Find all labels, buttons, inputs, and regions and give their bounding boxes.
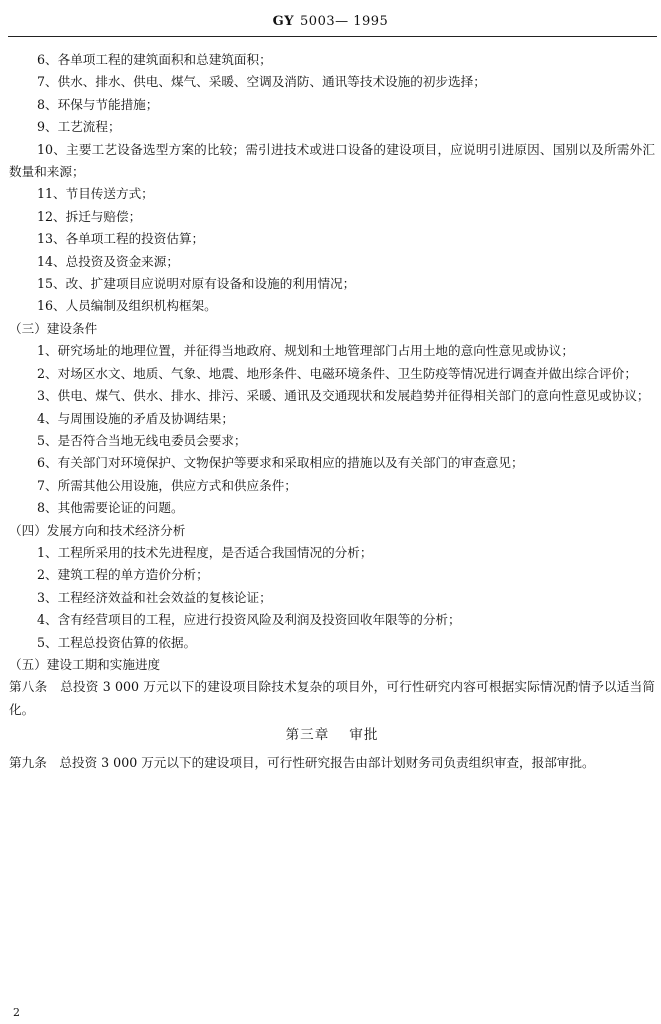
page-number: 2 xyxy=(13,1006,20,1019)
section-heading: （四）发展方向和技术经济分析 xyxy=(9,522,186,538)
standard-number: 5003— 1995 xyxy=(300,14,389,29)
list-item: 15、改、扩建项目应说明对原有设备和设施的利用情况； xyxy=(37,276,356,292)
document-body xyxy=(9,49,655,774)
list-item: 8、其他需要论证的问题。 xyxy=(37,500,184,516)
list-item: 12、拆迁与赔偿； xyxy=(37,208,142,224)
list-item: 2、对场区水文、地质、气象、地震、地形条件、电磁环境条件、卫生防疫等情况进行调查并做出综合评价； xyxy=(37,365,637,381)
article-paragraph: 第八条 总投资 3 000 万元以下的建设项目除技术复杂的项目外，可行性研究内容可根据实际情况酌情予以适当简化。 xyxy=(9,679,655,717)
section-heading: （五）建设工期和实施进度 xyxy=(9,656,161,672)
section-heading: （三）建设条件 xyxy=(9,320,98,336)
standard-prefix: GY xyxy=(272,14,295,29)
list-item: 3、工程经济效益和社会效益的复核论证； xyxy=(37,589,272,605)
standard-header xyxy=(0,14,661,29)
list-item: 6、有关部门对环境保护、文物保护等要求和采取相应的措施以及有关部门的审查意见； xyxy=(37,455,524,471)
list-item: 2、建筑工程的单方造价分析； xyxy=(37,567,209,583)
list-item: 14、总投资及资金来源； xyxy=(37,253,179,269)
list-item: 9、工艺流程； xyxy=(37,119,121,135)
list-item: 7、供水、排水、供电、煤气、采暖、空调及消防、通讯等技术设施的初步选择； xyxy=(37,74,486,90)
chapter-title: 审批 xyxy=(349,727,379,744)
list-item: 10、主要工艺设备选型方案的比较；需引进技术或进口设备的建设项目，应说明引进原因、国别以及所需外汇数量和来源； xyxy=(9,141,655,180)
article-paragraph: 第九条 总投资 3 000 万元以下的建设项目，可行性研究报告由部计划财务司负责组织审查，报部审批。 xyxy=(9,754,595,770)
list-item: 5、是否符合当地无线电委员会要求； xyxy=(37,432,247,448)
list-item: 1、研究场址的地理位置，并征得当地政府、规划和土地管理部门占用土地的意向性意见或协议； xyxy=(37,343,574,359)
list-item: 16、人员编制及组织机构框架。 xyxy=(37,298,217,314)
chapter-number: 第三章 xyxy=(285,727,330,744)
list-item: 8、环保与节能措施； xyxy=(37,96,159,112)
list-item: 7、所需其他公用设施，供应方式和供应条件； xyxy=(37,477,297,493)
list-item: 3、供电、煤气、供水、排水、排污、采暖、通讯及交通现状和发展趋势并征得相关部门的意向性意见或协议； xyxy=(37,388,650,404)
list-item: 4、含有经营项目的工程，应进行投资风险及利润及投资回收年限等的分析； xyxy=(37,612,461,628)
list-item: 4、与周围设施的矛盾及协调结果； xyxy=(37,410,234,426)
list-item: 13、各单项工程的投资估算； xyxy=(37,231,205,247)
chapter-heading xyxy=(9,724,655,746)
list-item: 11、节目传送方式； xyxy=(37,186,154,202)
list-item: 6、各单项工程的建筑面积和总建筑面积； xyxy=(37,52,272,67)
header-rule xyxy=(8,36,657,37)
list-item: 1、工程所采用的技术先进程度，是否适合我国情况的分析； xyxy=(37,544,373,560)
list-item: 5、工程总投资估算的依据。 xyxy=(37,634,197,650)
